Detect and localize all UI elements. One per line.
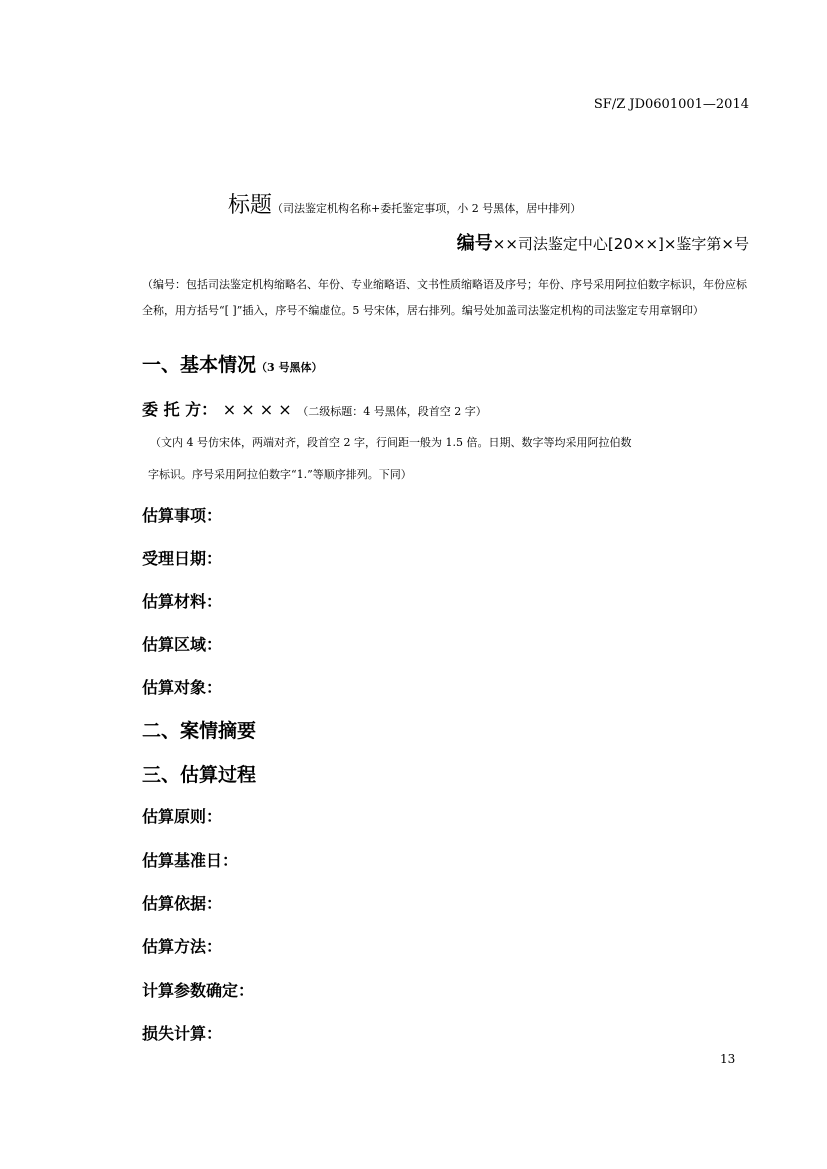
number-label: 编号 [456,233,493,254]
page-number: 13 [720,1052,736,1066]
body-note-line1: （文内 4 号仿宋体，两端对齐，段首空 2 字，行间距一般为 1.5 倍。日期、数字等均采用阿拉伯数 [150,436,632,449]
title-text: 标题 [228,193,273,218]
field-estimate-material: 估算材料： [142,592,223,611]
number-value: ××司法鉴定中心[20××]×鉴字第×号 [492,235,749,253]
section-heading: 一、基本情况 [142,354,257,376]
field-principle: 估算原则： [142,807,223,826]
client-label: 委 托 方： [142,400,218,419]
field-method: 估算方法： [142,937,223,956]
section-estimate-process: 三、估算过程 [142,764,257,786]
field-accept-date: 受理日期： [142,549,223,568]
body-note-line2: 字标识。序号采用阿拉伯数字“1.”等顺序排列。下同） [148,468,412,481]
document-number [457,229,749,255]
client-note: （二级标题：4 号黑体，段首空 2 字） [297,405,487,418]
title-note: （司法鉴定机构名称+委托鉴定事项，小 2 号黑体，居中排列） [272,202,582,215]
field-base-date: 估算基准日： [142,851,239,870]
section-basic-info [142,350,323,377]
number-note: （编号：包括司法鉴定机构缩略名、年份、专业缩略语、文书性质缩略语及序号；年份、序号采用阿拉伯数字标识，年份应标全称，用方括号“[ ]”插入，序号不编虚位。5 号宋体，居右排列。编号处加盖司法鉴定机构的司法鉴定专用章钢印） [142,278,747,317]
field-loss-calc: 损失计算： [142,1024,223,1043]
field-parameters: 计算参数确定： [142,981,255,1000]
section-note: （3 号黑体） [256,361,323,374]
standard-code: SF/Z JD0601001—2014 [593,97,749,112]
client-line [142,397,487,420]
field-estimate-area: 估算区域： [142,635,223,654]
field-basis: 估算依据： [142,894,223,913]
section-case-summary: 二、案情摘要 [142,720,257,742]
client-value: × × × × [222,400,292,419]
field-estimate-item: 估算事项： [142,506,223,525]
document-title [228,188,581,219]
field-estimate-object: 估算对象： [142,678,223,697]
